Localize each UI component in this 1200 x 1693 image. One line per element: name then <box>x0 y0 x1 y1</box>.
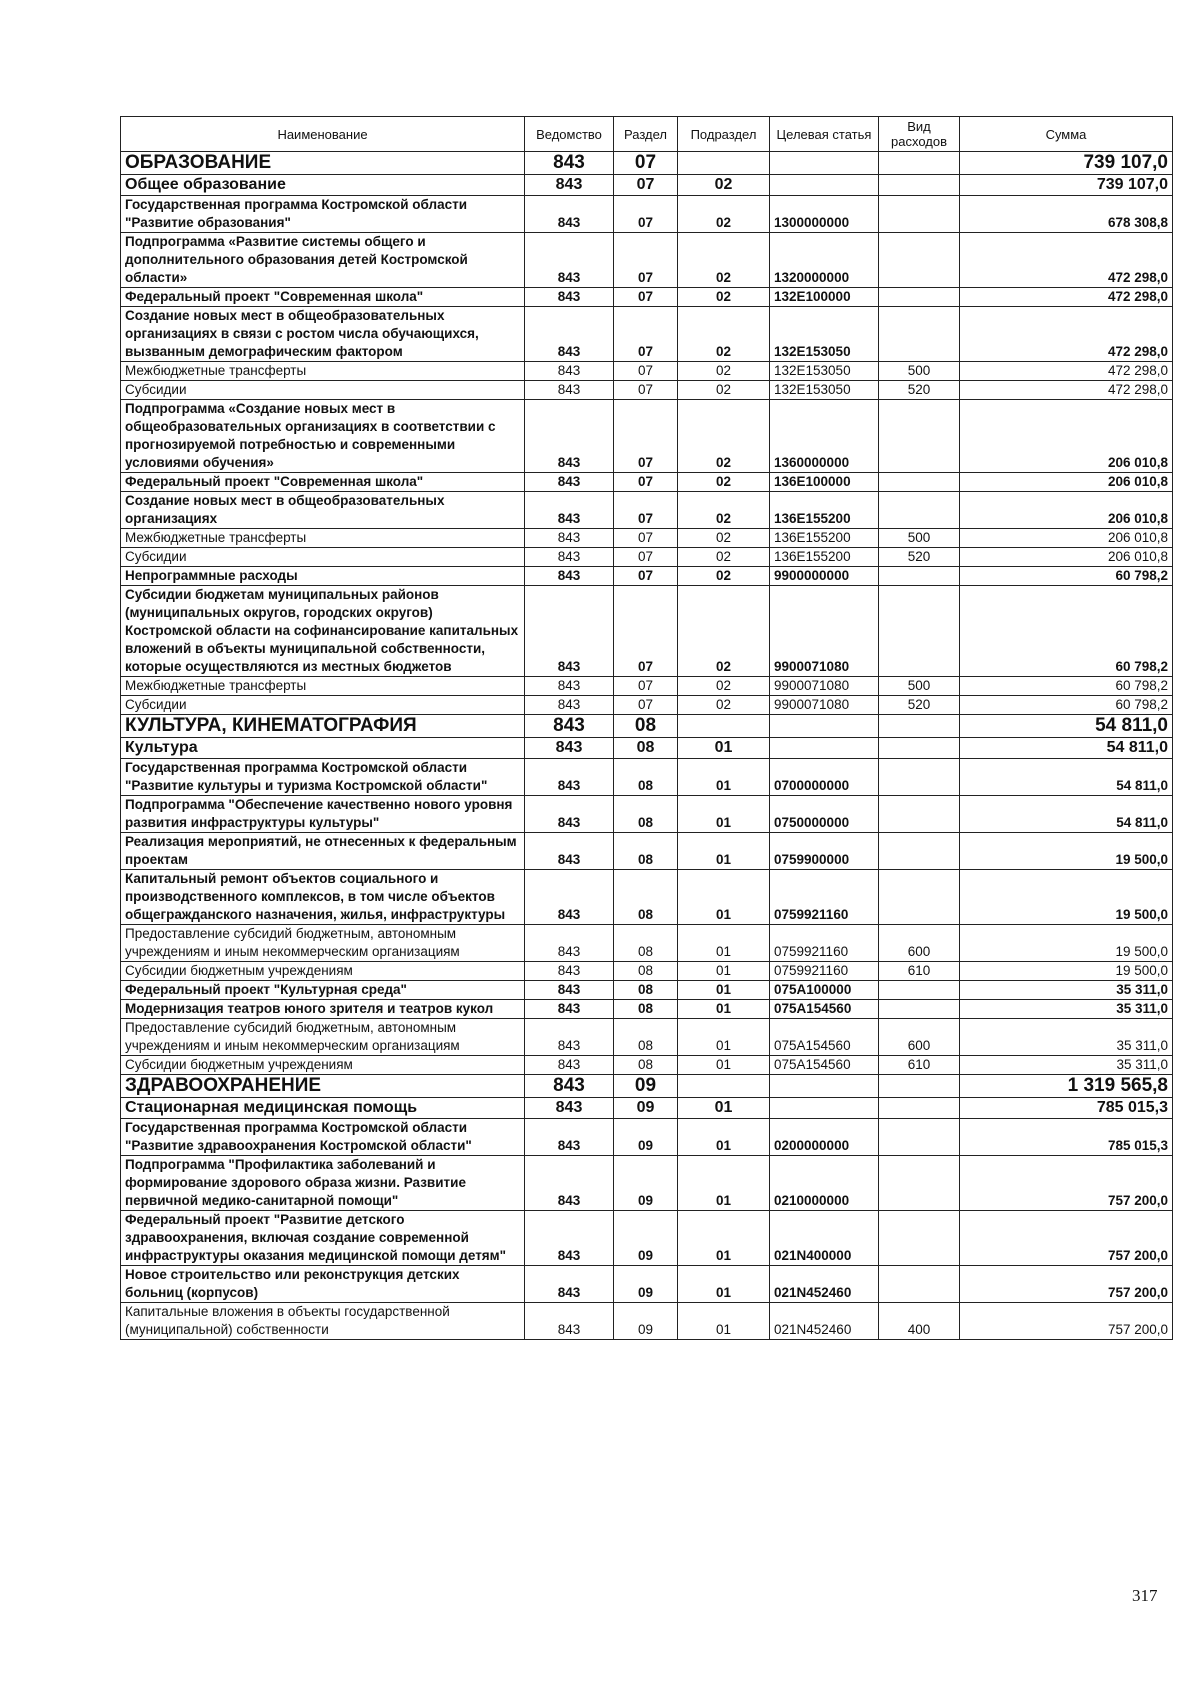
row-name: КУЛЬТУРА, КИНЕМАТОГРАФИЯ <box>121 715 525 738</box>
row-name: Субсидии <box>121 548 525 567</box>
row-department: 843 <box>525 696 614 715</box>
row-name: Межбюджетные трансферты <box>121 677 525 696</box>
row-sum: 35 311,0 <box>960 1056 1173 1075</box>
row-name: Субсидии бюджетным учреждениям <box>121 1056 525 1075</box>
row-expense-type <box>879 1156 960 1211</box>
row-subsection: 02 <box>678 196 770 233</box>
row-sum: 54 811,0 <box>960 738 1173 759</box>
row-department: 843 <box>525 152 614 175</box>
row-subsection: 01 <box>678 1056 770 1075</box>
row-name: Федеральный проект "Современная школа" <box>121 473 525 492</box>
row-department: 843 <box>525 586 614 677</box>
table-row <box>121 1266 1173 1303</box>
row-target-article: 132E153050 <box>770 362 879 381</box>
table-row <box>121 1019 1173 1056</box>
header-sum: Сумма <box>960 117 1173 152</box>
table-row <box>121 1156 1173 1211</box>
row-name: Государственная программа Костромской области "Развитие здравоохранения Костромской области" <box>121 1119 525 1156</box>
table-row <box>121 696 1173 715</box>
row-subsection: 01 <box>678 1000 770 1019</box>
row-subsection: 02 <box>678 381 770 400</box>
row-sum: 206 010,8 <box>960 492 1173 529</box>
row-target-article <box>770 1075 879 1098</box>
table-row <box>121 1303 1173 1340</box>
row-expense-type: 500 <box>879 362 960 381</box>
row-subsection: 01 <box>678 1266 770 1303</box>
row-section: 09 <box>614 1211 678 1266</box>
row-department: 843 <box>525 1000 614 1019</box>
row-sum: 757 200,0 <box>960 1211 1173 1266</box>
row-expense-type <box>879 870 960 925</box>
row-section: 09 <box>614 1075 678 1098</box>
row-name: Федеральный проект "Культурная среда" <box>121 981 525 1000</box>
row-expense-type: 520 <box>879 548 960 567</box>
row-expense-type <box>879 759 960 796</box>
row-department: 843 <box>525 307 614 362</box>
row-subsection: 01 <box>678 1119 770 1156</box>
row-section: 08 <box>614 870 678 925</box>
row-expense-type <box>879 981 960 1000</box>
row-target-article: 075A100000 <box>770 981 879 1000</box>
row-target-article: 0759900000 <box>770 833 879 870</box>
row-target-article: 9900000000 <box>770 567 879 586</box>
row-sum: 35 311,0 <box>960 1019 1173 1056</box>
row-target-article: 136E155200 <box>770 492 879 529</box>
row-department: 843 <box>525 473 614 492</box>
row-name: Государственная программа Костромской области "Развитие культуры и туризма Костромской области" <box>121 759 525 796</box>
row-sum: 206 010,8 <box>960 400 1173 473</box>
row-sum: 19 500,0 <box>960 962 1173 981</box>
row-subsection: 02 <box>678 400 770 473</box>
row-name: Модернизация театров юного зрителя и театров кукол <box>121 1000 525 1019</box>
row-subsection: 02 <box>678 307 770 362</box>
table-row <box>121 738 1173 759</box>
row-subsection: 01 <box>678 1303 770 1340</box>
row-section: 07 <box>614 196 678 233</box>
row-target-article: 021N400000 <box>770 1211 879 1266</box>
row-target-article: 1320000000 <box>770 233 879 288</box>
table-row <box>121 196 1173 233</box>
row-sum: 35 311,0 <box>960 1000 1173 1019</box>
row-section: 07 <box>614 548 678 567</box>
row-sum: 60 798,2 <box>960 567 1173 586</box>
row-expense-type <box>879 1266 960 1303</box>
row-target-article: 0759921160 <box>770 925 879 962</box>
row-section: 07 <box>614 362 678 381</box>
row-expense-type <box>879 1000 960 1019</box>
row-target-article: 021N452460 <box>770 1303 879 1340</box>
row-subsection <box>678 715 770 738</box>
row-sum: 472 298,0 <box>960 381 1173 400</box>
row-subsection: 02 <box>678 586 770 677</box>
row-expense-type: 600 <box>879 1019 960 1056</box>
row-subsection: 01 <box>678 925 770 962</box>
row-name: ЗДРАВООХРАНЕНИЕ <box>121 1075 525 1098</box>
row-department: 843 <box>525 677 614 696</box>
row-target-article: 0750000000 <box>770 796 879 833</box>
row-department: 843 <box>525 796 614 833</box>
row-expense-type <box>879 586 960 677</box>
row-name: Федеральный проект "Развитие детского здравоохранения, включая создание современной инфраструктуры оказания медицинской помощи детям" <box>121 1211 525 1266</box>
row-subsection: 01 <box>678 1211 770 1266</box>
row-target-article: 132E100000 <box>770 288 879 307</box>
table-row <box>121 1000 1173 1019</box>
row-target-article: 1300000000 <box>770 196 879 233</box>
row-department: 843 <box>525 567 614 586</box>
row-sum: 60 798,2 <box>960 677 1173 696</box>
row-section: 08 <box>614 981 678 1000</box>
table-row <box>121 548 1173 567</box>
header-section: Раздел <box>614 117 678 152</box>
row-target-article: 0759921160 <box>770 870 879 925</box>
table-row <box>121 677 1173 696</box>
row-section: 08 <box>614 1019 678 1056</box>
table-row <box>121 567 1173 586</box>
row-department: 843 <box>525 492 614 529</box>
row-target-article: 075A154560 <box>770 1000 879 1019</box>
row-department: 843 <box>525 175 614 196</box>
row-name: Предоставление субсидий бюджетным, автономным учреждениям и иным некоммерческим организациям <box>121 925 525 962</box>
row-subsection: 02 <box>678 473 770 492</box>
table-row <box>121 307 1173 362</box>
row-department: 843 <box>525 400 614 473</box>
table-row <box>121 586 1173 677</box>
row-section: 07 <box>614 529 678 548</box>
row-section: 07 <box>614 175 678 196</box>
row-department: 843 <box>525 1266 614 1303</box>
row-department: 843 <box>525 925 614 962</box>
table-body <box>121 152 1173 1340</box>
row-target-article <box>770 1098 879 1119</box>
row-section: 07 <box>614 492 678 529</box>
row-expense-type: 610 <box>879 962 960 981</box>
row-expense-type <box>879 288 960 307</box>
row-target-article: 9900071080 <box>770 586 879 677</box>
row-subsection <box>678 1075 770 1098</box>
row-section: 09 <box>614 1119 678 1156</box>
row-sum: 206 010,8 <box>960 548 1173 567</box>
row-section: 08 <box>614 962 678 981</box>
row-section: 09 <box>614 1156 678 1211</box>
header-name: Наименование <box>121 117 525 152</box>
row-sum: 54 811,0 <box>960 715 1173 738</box>
row-subsection: 01 <box>678 833 770 870</box>
table-row <box>121 1211 1173 1266</box>
row-expense-type <box>879 1211 960 1266</box>
row-subsection: 01 <box>678 962 770 981</box>
row-target-article: 0200000000 <box>770 1119 879 1156</box>
row-department: 843 <box>525 833 614 870</box>
row-sum: 785 015,3 <box>960 1098 1173 1119</box>
row-section: 08 <box>614 715 678 738</box>
row-subsection: 01 <box>678 759 770 796</box>
row-sum: 206 010,8 <box>960 473 1173 492</box>
row-section: 08 <box>614 738 678 759</box>
row-subsection: 02 <box>678 567 770 586</box>
row-section: 09 <box>614 1098 678 1119</box>
row-expense-type <box>879 738 960 759</box>
row-subsection: 02 <box>678 696 770 715</box>
row-department: 843 <box>525 715 614 738</box>
row-department: 843 <box>525 870 614 925</box>
row-expense-type <box>879 1075 960 1098</box>
row-subsection: 02 <box>678 233 770 288</box>
row-target-article: 0210000000 <box>770 1156 879 1211</box>
row-subsection: 02 <box>678 548 770 567</box>
row-department: 843 <box>525 962 614 981</box>
row-sum: 19 500,0 <box>960 833 1173 870</box>
row-expense-type: 520 <box>879 381 960 400</box>
row-sum: 739 107,0 <box>960 175 1173 196</box>
row-target-article: 1360000000 <box>770 400 879 473</box>
row-name: Создание новых мест в общеобразовательных организациях <box>121 492 525 529</box>
row-expense-type: 600 <box>879 925 960 962</box>
row-subsection: 01 <box>678 981 770 1000</box>
row-subsection <box>678 152 770 175</box>
table-row <box>121 833 1173 870</box>
row-name: Межбюджетные трансферты <box>121 362 525 381</box>
row-expense-type: 400 <box>879 1303 960 1340</box>
row-section: 08 <box>614 1056 678 1075</box>
row-department: 843 <box>525 362 614 381</box>
row-subsection: 01 <box>678 738 770 759</box>
row-expense-type <box>879 715 960 738</box>
row-name: Субсидии бюджетам муниципальных районов (муниципальных округов, городских округов) Костромской области на софинансирование капитальных вложений в объекты муниципальной собственности, которые осуществляются из местных бюджетов <box>121 586 525 677</box>
row-expense-type: 610 <box>879 1056 960 1075</box>
row-department: 843 <box>525 1119 614 1156</box>
row-target-article <box>770 738 879 759</box>
row-sum: 60 798,2 <box>960 586 1173 677</box>
row-sum: 35 311,0 <box>960 981 1173 1000</box>
row-sum: 1 319 565,8 <box>960 1075 1173 1098</box>
row-section: 09 <box>614 1266 678 1303</box>
row-sum: 757 200,0 <box>960 1156 1173 1211</box>
table-row <box>121 492 1173 529</box>
table-row <box>121 288 1173 307</box>
row-department: 843 <box>525 529 614 548</box>
row-department: 843 <box>525 759 614 796</box>
row-name: Подпрограмма "Профилактика заболеваний и формирование здорового образа жизни. Развитие первичной медико-санитарной помощи" <box>121 1156 525 1211</box>
header-expense-type: Вид расходов <box>879 117 960 152</box>
row-section: 07 <box>614 400 678 473</box>
row-section: 08 <box>614 1000 678 1019</box>
row-section: 08 <box>614 833 678 870</box>
row-subsection: 01 <box>678 1019 770 1056</box>
row-expense-type <box>879 492 960 529</box>
row-department: 843 <box>525 196 614 233</box>
row-section: 07 <box>614 696 678 715</box>
row-sum: 54 811,0 <box>960 796 1173 833</box>
table-row <box>121 1075 1173 1098</box>
row-department: 843 <box>525 981 614 1000</box>
row-sum: 678 308,8 <box>960 196 1173 233</box>
row-subsection: 02 <box>678 288 770 307</box>
row-target-article: 9900071080 <box>770 677 879 696</box>
row-expense-type: 500 <box>879 529 960 548</box>
row-sum: 60 798,2 <box>960 696 1173 715</box>
row-subsection: 02 <box>678 677 770 696</box>
header-subsection: Подраздел <box>678 117 770 152</box>
row-subsection: 02 <box>678 492 770 529</box>
row-expense-type <box>879 233 960 288</box>
row-target-article <box>770 715 879 738</box>
row-name: Подпрограмма «Развитие системы общего и дополнительного образования детей Костромской области» <box>121 233 525 288</box>
row-name: Межбюджетные трансферты <box>121 529 525 548</box>
row-sum: 19 500,0 <box>960 925 1173 962</box>
row-expense-type <box>879 1098 960 1119</box>
row-target-article <box>770 175 879 196</box>
row-sum: 785 015,3 <box>960 1119 1173 1156</box>
row-name: Подпрограмма «Создание новых мест в общеобразовательных организациях в соответствии с прогнозируемой потребностью и современными условиями обучения» <box>121 400 525 473</box>
row-expense-type <box>879 175 960 196</box>
row-subsection: 01 <box>678 870 770 925</box>
row-department: 843 <box>525 738 614 759</box>
row-department: 843 <box>525 1019 614 1056</box>
budget-table <box>120 116 1173 1340</box>
row-expense-type <box>879 307 960 362</box>
row-expense-type <box>879 473 960 492</box>
table-row <box>121 175 1173 196</box>
table-row <box>121 925 1173 962</box>
table-header-row <box>121 117 1173 152</box>
row-section: 07 <box>614 233 678 288</box>
table-row <box>121 759 1173 796</box>
row-target-article: 136E100000 <box>770 473 879 492</box>
table-row <box>121 152 1173 175</box>
row-section: 07 <box>614 381 678 400</box>
row-target-article: 132E153050 <box>770 381 879 400</box>
row-department: 843 <box>525 1056 614 1075</box>
row-section: 07 <box>614 473 678 492</box>
row-name: Федеральный проект "Современная школа" <box>121 288 525 307</box>
row-name: Капитальные вложения в объекты государственной (муниципальной) собственности <box>121 1303 525 1340</box>
row-sum: 206 010,8 <box>960 529 1173 548</box>
row-target-article: 136E155200 <box>770 529 879 548</box>
row-name: Создание новых мест в общеобразовательных организациях в связи с ростом числа обучающихся, вызванным демографическим фактором <box>121 307 525 362</box>
row-target-article: 0759921160 <box>770 962 879 981</box>
table-row <box>121 473 1173 492</box>
table-row <box>121 1119 1173 1156</box>
row-name: Культура <box>121 738 525 759</box>
row-expense-type <box>879 152 960 175</box>
row-department: 843 <box>525 288 614 307</box>
row-section: 07 <box>614 586 678 677</box>
table-row <box>121 529 1173 548</box>
row-sum: 757 200,0 <box>960 1303 1173 1340</box>
row-subsection: 01 <box>678 796 770 833</box>
row-name: Подпрограмма "Обеспечение качественно нового уровня развития инфраструктуры культуры" <box>121 796 525 833</box>
row-name: Государственная программа Костромской области "Развитие образования" <box>121 196 525 233</box>
row-expense-type <box>879 833 960 870</box>
row-name: Новое строительство или реконструкция детских больниц (корпусов) <box>121 1266 525 1303</box>
row-target-article: 075A154560 <box>770 1056 879 1075</box>
row-name: Субсидии <box>121 381 525 400</box>
row-expense-type <box>879 400 960 473</box>
table-row <box>121 962 1173 981</box>
row-expense-type <box>879 796 960 833</box>
row-expense-type <box>879 567 960 586</box>
row-expense-type <box>879 1119 960 1156</box>
row-name: Предоставление субсидий бюджетным, автономным учреждениям и иным некоммерческим организациям <box>121 1019 525 1056</box>
table-row <box>121 870 1173 925</box>
row-sum: 54 811,0 <box>960 759 1173 796</box>
row-name: Субсидии <box>121 696 525 715</box>
row-department: 843 <box>525 1211 614 1266</box>
row-target-article: 9900071080 <box>770 696 879 715</box>
row-section: 07 <box>614 288 678 307</box>
table-row <box>121 796 1173 833</box>
row-section: 08 <box>614 796 678 833</box>
row-section: 07 <box>614 307 678 362</box>
row-section: 07 <box>614 567 678 586</box>
row-subsection: 02 <box>678 362 770 381</box>
row-subsection: 02 <box>678 175 770 196</box>
row-target-article <box>770 152 879 175</box>
header-target-article: Целевая статья <box>770 117 879 152</box>
row-target-article: 132E153050 <box>770 307 879 362</box>
row-section: 08 <box>614 759 678 796</box>
row-department: 843 <box>525 1303 614 1340</box>
table-row <box>121 981 1173 1000</box>
row-expense-type: 500 <box>879 677 960 696</box>
row-target-article: 0700000000 <box>770 759 879 796</box>
row-department: 843 <box>525 381 614 400</box>
row-subsection: 01 <box>678 1098 770 1119</box>
row-section: 07 <box>614 152 678 175</box>
table-row <box>121 400 1173 473</box>
row-expense-type: 520 <box>879 696 960 715</box>
row-sum: 739 107,0 <box>960 152 1173 175</box>
row-sum: 472 298,0 <box>960 307 1173 362</box>
row-sum: 472 298,0 <box>960 233 1173 288</box>
row-subsection: 01 <box>678 1156 770 1211</box>
row-target-article: 021N452460 <box>770 1266 879 1303</box>
row-name: Капитальный ремонт объектов социального и производственного комплексов, в том числе объектов общегражданского назначения, жилья, инфраструктуры <box>121 870 525 925</box>
row-department: 843 <box>525 1075 614 1098</box>
row-sum: 472 298,0 <box>960 288 1173 307</box>
row-expense-type <box>879 196 960 233</box>
row-sum: 472 298,0 <box>960 362 1173 381</box>
row-sum: 757 200,0 <box>960 1266 1173 1303</box>
row-name: Стационарная медицинская помощь <box>121 1098 525 1119</box>
row-department: 843 <box>525 1156 614 1211</box>
row-target-article: 136E155200 <box>770 548 879 567</box>
row-department: 843 <box>525 548 614 567</box>
row-section: 09 <box>614 1303 678 1340</box>
row-name: Непрограммные расходы <box>121 567 525 586</box>
row-section: 07 <box>614 677 678 696</box>
table-row <box>121 1098 1173 1119</box>
row-name: Общее образование <box>121 175 525 196</box>
row-sum: 19 500,0 <box>960 870 1173 925</box>
header-department: Ведомство <box>525 117 614 152</box>
row-department: 843 <box>525 1098 614 1119</box>
table-row <box>121 362 1173 381</box>
table-row <box>121 715 1173 738</box>
row-name: Субсидии бюджетным учреждениям <box>121 962 525 981</box>
table-row <box>121 381 1173 400</box>
row-section: 08 <box>614 925 678 962</box>
row-subsection: 02 <box>678 529 770 548</box>
row-name: ОБРАЗОВАНИЕ <box>121 152 525 175</box>
row-name: Реализация мероприятий, не отнесенных к федеральным проектам <box>121 833 525 870</box>
row-department: 843 <box>525 233 614 288</box>
page-number: 317 <box>1132 1586 1158 1605</box>
table-row <box>121 233 1173 288</box>
row-target-article: 075A154560 <box>770 1019 879 1056</box>
table-row <box>121 1056 1173 1075</box>
